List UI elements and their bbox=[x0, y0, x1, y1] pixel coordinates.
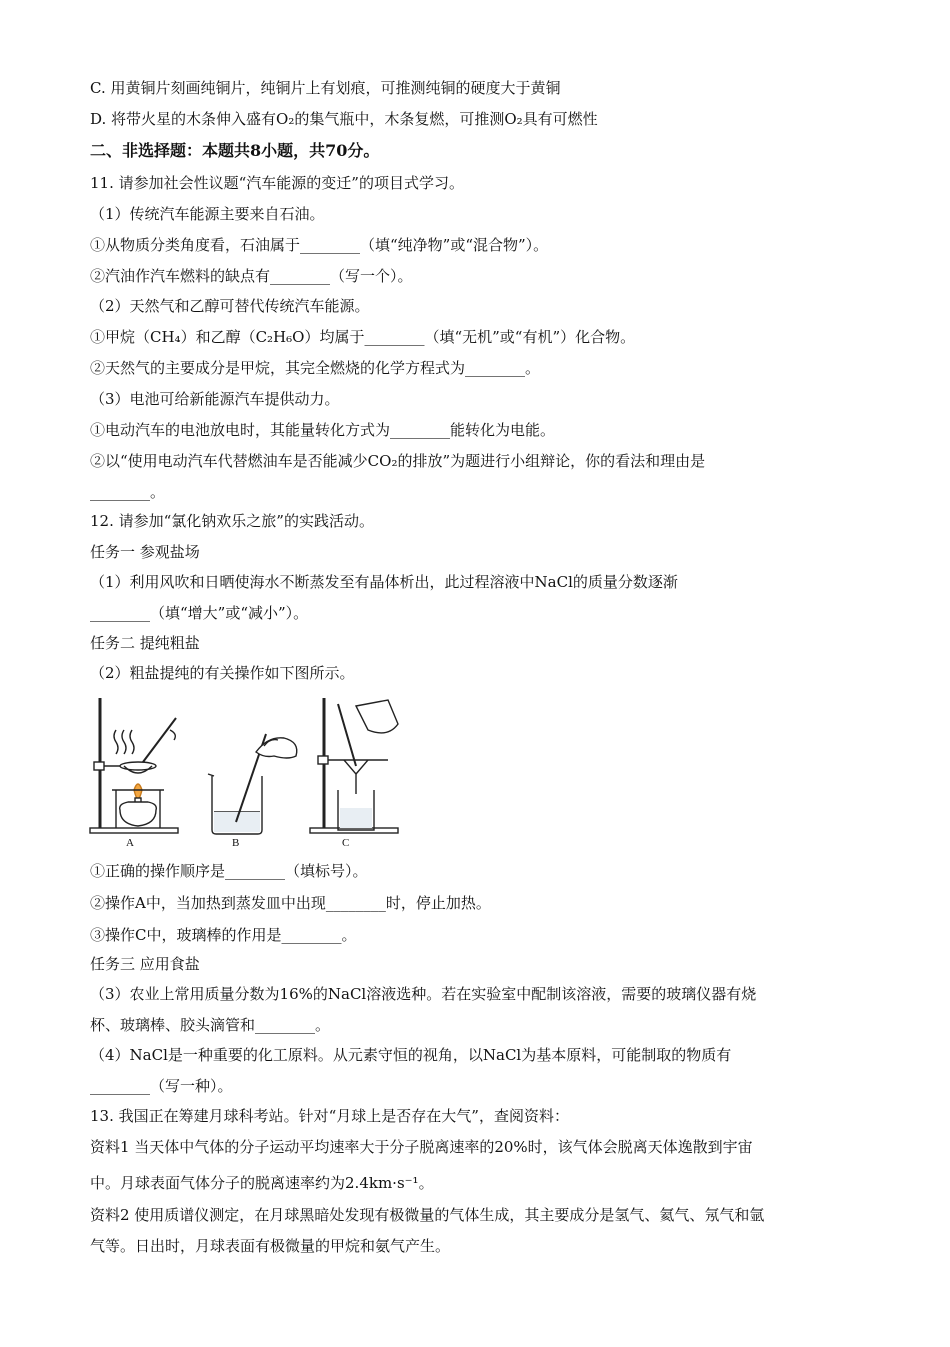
q13-material1-cont: 中。月球表面气体分子的脱离速率约为2.4km·s⁻¹。 bbox=[90, 1174, 434, 1192]
label-c: C bbox=[342, 837, 350, 849]
q11-title: 11. 请参加社会性议题“汽车能源的变迁”的项目式学习。 bbox=[90, 174, 464, 192]
q11-part2-a: ①甲烷（CH₄）和乙醇（C₂H₆O）均属于________（填“无机”或“有机”）化合物。 bbox=[90, 328, 636, 346]
q13-material2-cont: 气等。日出时，月球表面有极微量的甲烷和氨气产生。 bbox=[90, 1237, 451, 1255]
q11-part1-b: ②汽油作汽车燃料的缺点有________（写一个）。 bbox=[90, 267, 413, 285]
q12-part1: （1）利用风吹和日晒使海水不断蒸发至有晶体析出，此过程溶液中NaCl的质量分数逐渐 bbox=[90, 573, 678, 591]
salt-purification-figure bbox=[88, 690, 418, 850]
q13-material2: 资料2 使用质谱仪测定，在月球黑暗处发现有极微量的气体生成，其主要成分是氢气、氦气、氖气和氩 bbox=[90, 1206, 765, 1224]
task-one: 任务一 参观盐场 bbox=[90, 543, 200, 561]
apparatus-a bbox=[90, 698, 178, 849]
q12-part2-b: ②操作A中，当加热到蒸发皿中出现________时，停止加热。 bbox=[90, 894, 491, 912]
q12-part3-cont: 杯、玻璃棒、胶头滴管和________。 bbox=[90, 1016, 331, 1034]
q12-part4: （4）NaCl是一种重要的化工原料。从元素守恒的视角，以NaCl为基本原料，可能制取的物质有 bbox=[90, 1046, 732, 1064]
label-a: A bbox=[126, 837, 134, 849]
section-heading: 二、非选择题：本题共8小题，共70分。 bbox=[90, 141, 380, 160]
task-two: 任务二 提纯粗盐 bbox=[90, 634, 200, 652]
q12-part4-blank: ________（写一种）。 bbox=[90, 1077, 233, 1095]
q12-title: 12. 请参加“氯化钠欢乐之旅”的实践活动。 bbox=[90, 512, 374, 530]
q12-part2-c: ③操作C中，玻璃棒的作用是________。 bbox=[90, 926, 357, 944]
apparatus-b bbox=[208, 734, 297, 849]
q13-material1: 资料1 当天体中气体的分子运动平均速率大于分子脱离速率的20%时，该气体会脱离天体逸散到宇宙 bbox=[90, 1138, 753, 1156]
q11-part3-a: ①电动汽车的电池放电时，其能量转化方式为________能转化为电能。 bbox=[90, 421, 556, 439]
q11-part3: （3）电池可给新能源汽车提供动力。 bbox=[90, 390, 340, 408]
label-b: B bbox=[232, 837, 240, 849]
q11-part3-b: ②以“使用电动汽车代替燃油车是否能减少CO₂的排放”为题进行小组辩论，你的看法和理由是 bbox=[90, 452, 706, 470]
q11-part1: （1）传统汽车能源主要来自石油。 bbox=[90, 205, 325, 223]
q11-part1-a: ①从物质分类角度看，石油属于________（填“纯净物”或“混合物”）。 bbox=[90, 236, 549, 254]
line-d: D. 将带火星的木条伸入盛有O₂的集气瓶中，木条复燃，可推测O₂具有可燃性 bbox=[90, 110, 598, 128]
q12-part2: （2）粗盐提纯的有关操作如下图所示。 bbox=[90, 664, 355, 682]
q11-part2: （2）天然气和乙醇可替代传统汽车能源。 bbox=[90, 297, 370, 315]
task-three: 任务三 应用食盐 bbox=[90, 955, 200, 973]
q11-part3-b-blank: ________。 bbox=[90, 483, 166, 501]
apparatus-c bbox=[310, 698, 398, 849]
line-c: C. 用黄铜片刻画纯铜片，纯铜片上有划痕，可推测纯铜的硬度大于黄铜 bbox=[90, 79, 561, 97]
q12-part1-blank: ________（填“增大”或“减小”）。 bbox=[90, 604, 309, 622]
q12-part2-a: ①正确的操作顺序是________（填标号）。 bbox=[90, 862, 368, 880]
q13-title: 13. 我国正在筹建月球科考站。针对“月球上是否存在大气”，查阅资料： bbox=[90, 1107, 569, 1125]
q11-part2-b: ②天然气的主要成分是甲烷，其完全燃烧的化学方程式为________。 bbox=[90, 359, 541, 377]
q12-part3: （3）农业上常用质量分数为16%的NaCl溶液选种。若在实验室中配制该溶液，需要的玻璃仪器有烧 bbox=[90, 985, 757, 1003]
